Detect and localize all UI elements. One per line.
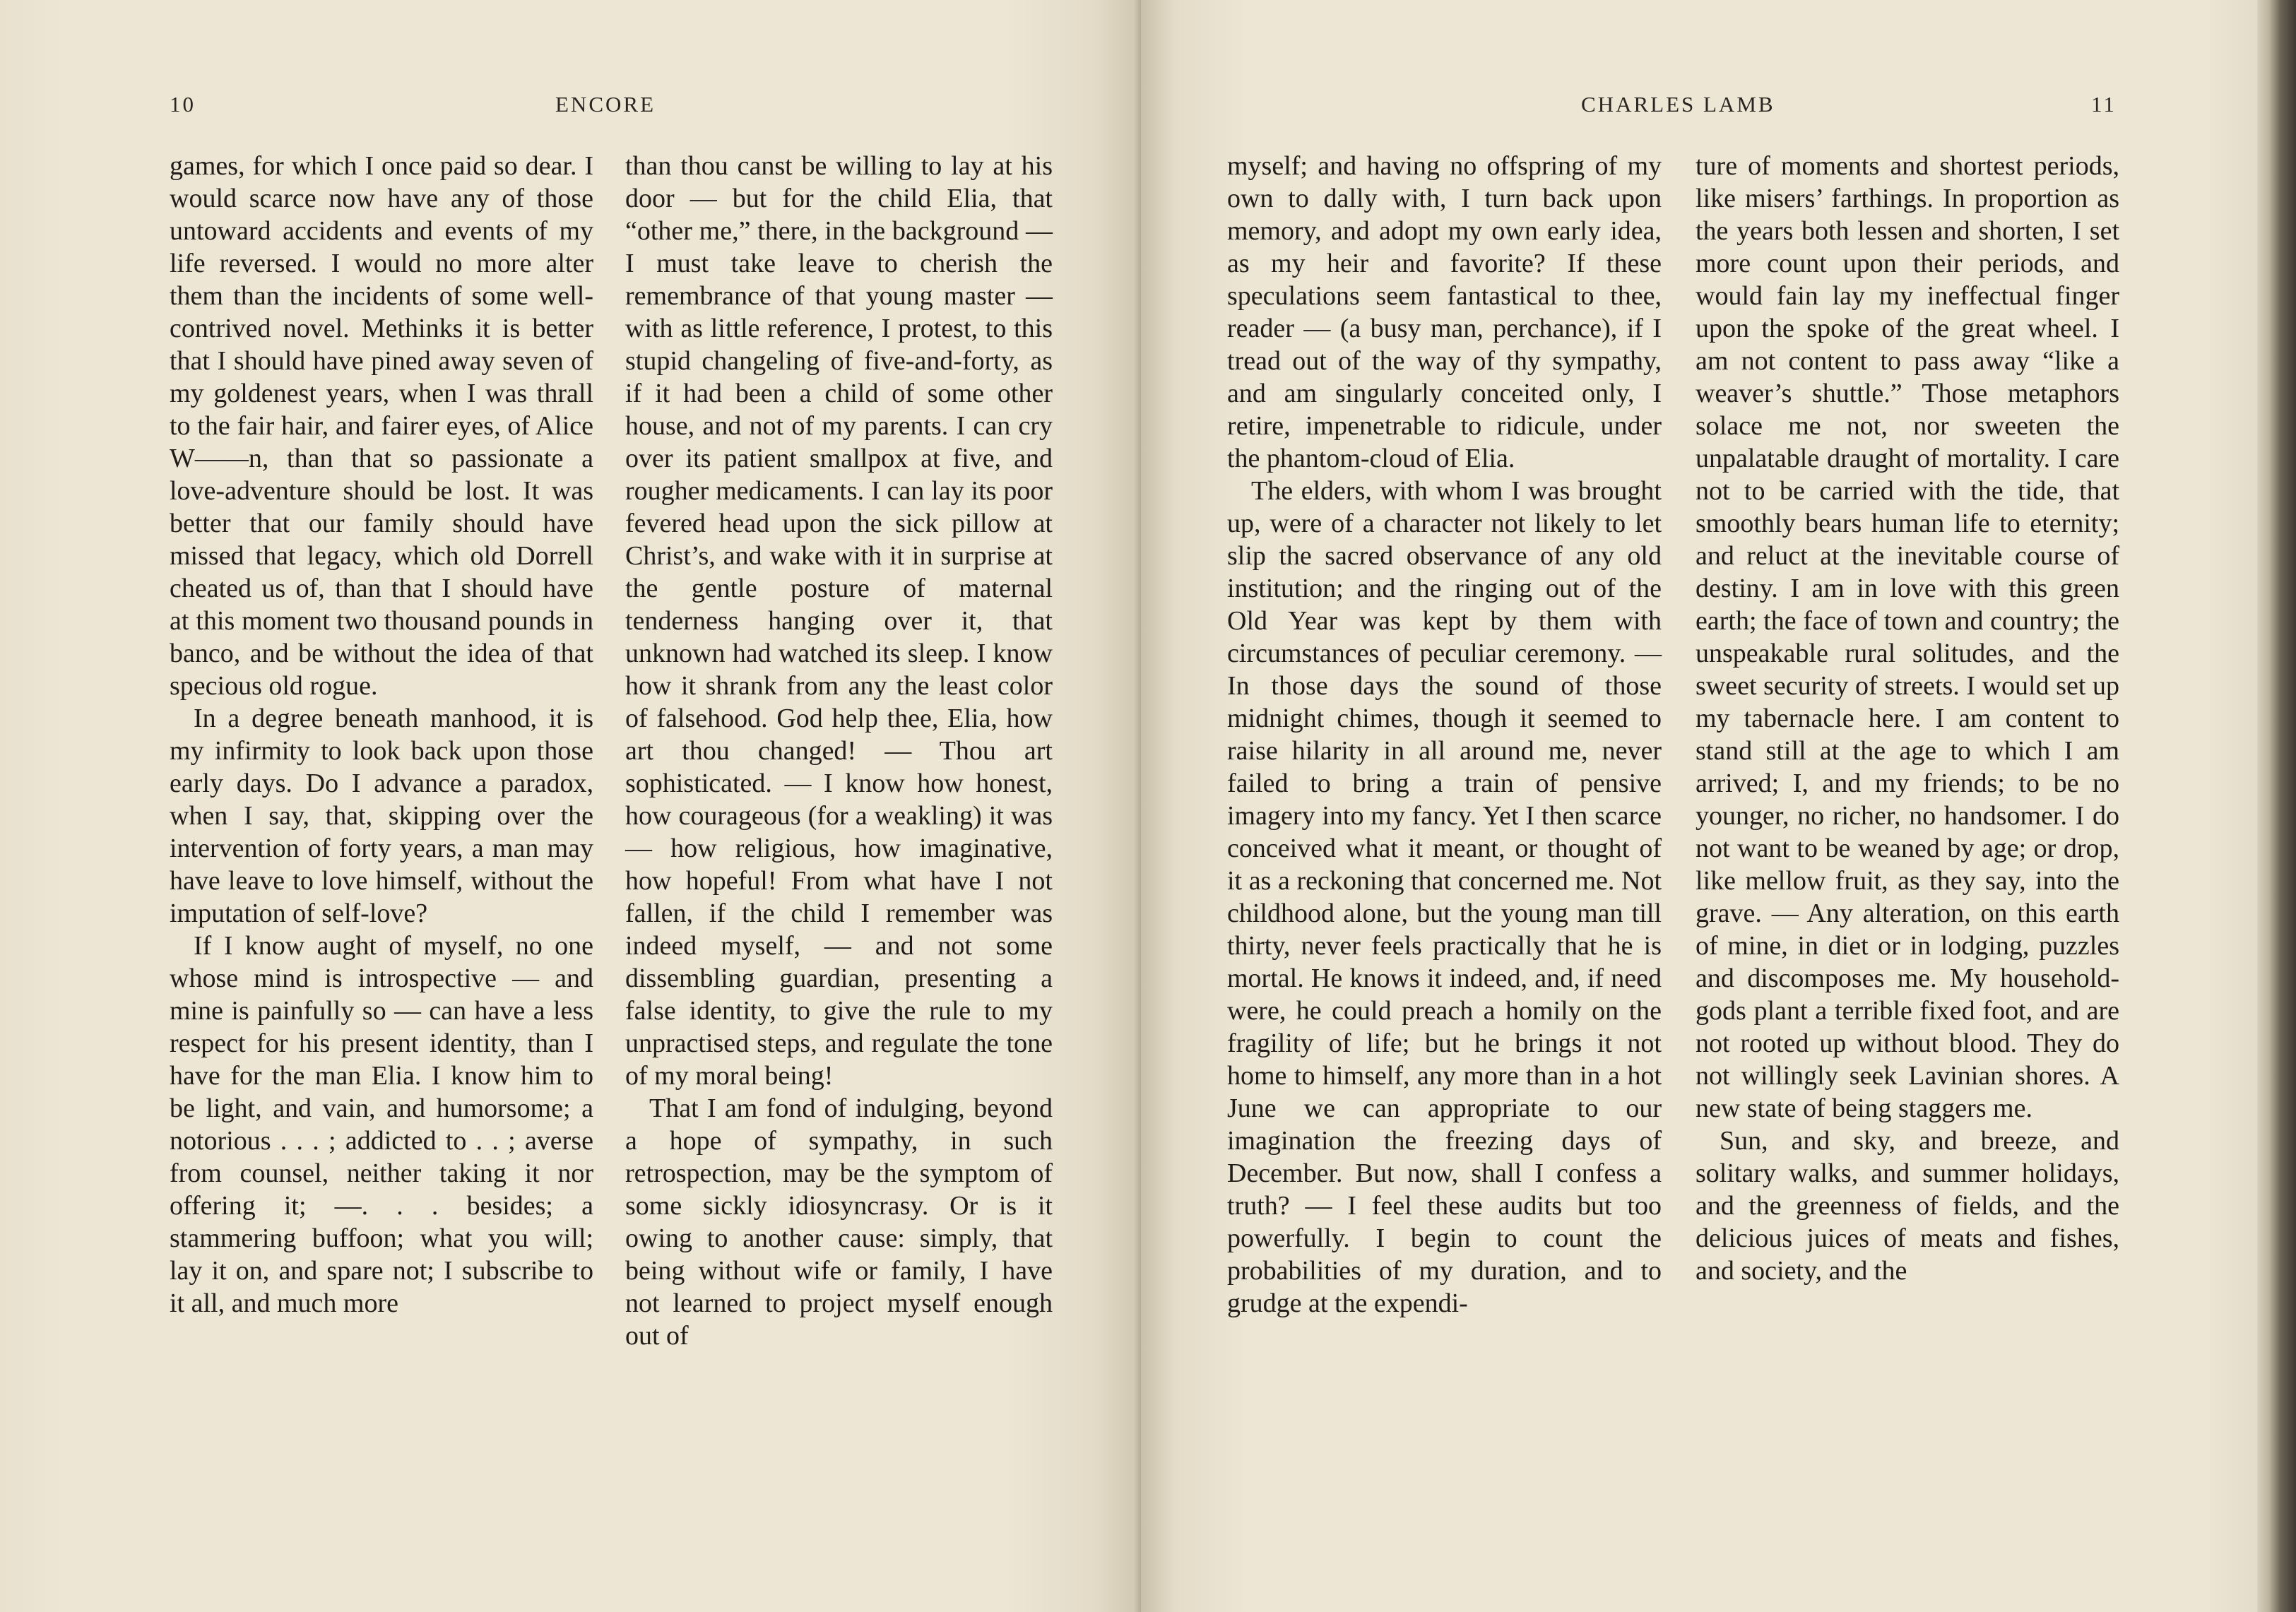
paragraph: than thou canst be willing to lay at his door — but for the child Elia, that “other me,” there, in the background — I must take leave to cherish the remembrance of that young master — with as little reference, I protest, to this stupid changeling of five-and-forty, as if it had been a child of some other house, and not of my parents. I can cry over its patient smallpox at five, and rougher medicaments. I can lay its poor fevered head upon the sick pillow at Christ’s, and wake with it in surprise at the gentle posture of maternal tenderness hanging over it, that unknown had watched its sleep. I know how it shrank from any the least color of falsehood. God help thee, Elia, how art thou changed! — Thou art sophisticated. — I know how honest, how courageous (for a weakling) it was — how religious, how imaginative, how hopeful! From what have I not fallen, if the child I remember was indeed myself, — and not some dissembling guardian, presenting a false identity, to give the rule to my unpractised steps, and regulate the tone of my moral being! xyxy=(625,151,1053,1091)
paragraph: That I am fond of indulging, beyond a hope of sympathy, in such retrospection, may be the symptom of some sickly idiosyncrasy. Or is it owing to another cause: simply, that being without wife or family, I have not learned to project myself enough out of xyxy=(625,1094,1053,1351)
right-column-2 xyxy=(1696,150,2119,1287)
paragraph: Sun, and sky, and breeze, and solitary walks, and summer holidays, and the greenness of fields, and the delicious juices of meats and fishes, and society, and the xyxy=(1696,1126,2119,1286)
left-page xyxy=(0,0,1141,1612)
right-column-1 xyxy=(1227,150,1662,1320)
paragraph: In a degree beneath manhood, it is my infirmity to look back upon those early days. Do I advance a paradox, when I say, that, skipping over the intervention of forty years, a man may have leave to love himself, without the imputation of self-love? xyxy=(170,704,593,928)
paragraph: games, for which I once paid so dear. I would scarce now have any of those untoward accidents and events of my life reversed. I would no more alter them than the incidents of some well-contrived novel. Methinks it is better that I should have pined away seven of my goldenest years, when I was thrall to the fair hair, and fairer eyes, of Alice W——n, than that so passionate a love-adventure should be lost. It was better that our family should have missed that legacy, which old Dorrell cheated us of, than that I should have at this moment two thousand pounds in banco, and be without the idea of that specious old rogue. xyxy=(170,151,593,701)
running-head-left: ENCORE xyxy=(555,92,656,117)
running-head-right: CHARLES LAMB xyxy=(1581,92,1775,117)
page-number-right: 11 xyxy=(2091,92,2117,117)
paragraph: ture of moments and shortest periods, like misers’ farthings. In proportion as the years both lessen and shorten, I set more count upon their periods, and would fain lay my ineffectual finger upon the spoke of the great wheel. I am not content to pass away “like a weaver’s shuttle.” Those metaphors solace me not, nor sweeten the unpalatable draught of mortality. I care not to be carried with the tide, that smoothly bears human life to eternity; and reluct at the inevitable course of destiny. I am in love with this green earth; the face of town and country; the unspeakable rural solitudes, and the sweet security of streets. I would set up my tabernacle here. I am content to stand still at the age to which I am arrived; I, and my friends; to be no younger, no richer, no handsomer. I do not want to be weaned by age; or drop, like mellow fruit, as they say, into the grave. — Any alteration, on this earth of mine, in diet or in lodging, puzzles and discomposes me. My household-gods plant a terrible fixed foot, and are not rooted up without blood. They do not willingly seek Lavinian shores. A new state of being staggers me. xyxy=(1696,151,2119,1123)
paragraph: myself; and having no offspring of my own to dally with, I turn back upon memory, and adopt my own early idea, as my heir and favorite? If these speculations seem fantastical to thee, reader — (a busy man, perchance), if I tread out of the way of thy sympathy, and am singularly conceited only, I retire, impenetrable to ridicule, under the phantom-cloud of Elia. xyxy=(1227,151,1662,473)
left-column-2 xyxy=(625,150,1053,1352)
paragraph: The elders, with whom I was brought up, were of a character not likely to let slip the sacred observance of any old institution; and the ringing out of the Old Year was kept by them with circumstances of peculiar ceremony. — In those days the sound of those midnight chimes, though it seemed to raise hilarity in all around me, never failed to bring a train of pensive imagery into my fancy. Yet I then scarce conceived what it meant, or thought of it as a reckoning that concerned me. Not childhood alone, but the young man till thirty, never feels practically that he is mortal. He knows it indeed, and, if need were, he could preach a homily on the fragility of life; but he brings it not home to himself, any more than in a hot June we can appropriate to our imagination the freezing days of December. But now, shall I confess a truth? — I feel these audits but too powerfully. I begin to count the probabilities of my duration, and to grudge at the expendi- xyxy=(1227,476,1662,1318)
page-number-left: 10 xyxy=(170,92,196,117)
page-edge xyxy=(2257,0,2296,1612)
paragraph: If I know aught of myself, no one whose mind is introspective — and mine is painfully so — can have a less respect for his present identity, than I have for the man Elia. I know him to be light, and vain, and humorsome; a notorious . . . ; addicted to . . ; averse from counsel, neither taking it nor offering it; —. . . besides; a stammering buffoon; what you will; lay it on, and spare not; I subscribe to it all, and much more xyxy=(170,931,593,1318)
left-column-1 xyxy=(170,150,593,1320)
